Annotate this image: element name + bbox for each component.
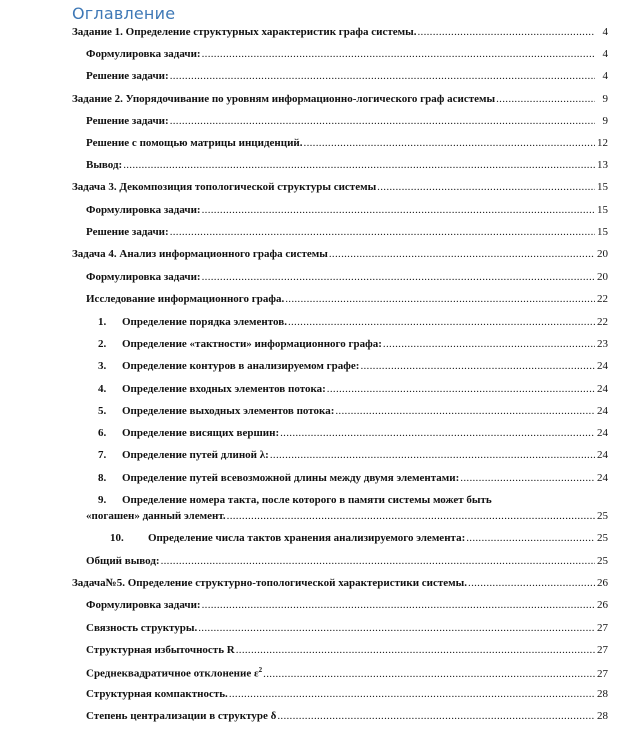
toc-entry-text: Формулировка задачи: <box>86 204 201 216</box>
toc-leader <box>304 137 595 149</box>
toc-page-number: 24 <box>597 427 608 439</box>
toc-item-title: Определение висящих вершин: <box>122 427 280 439</box>
toc-leader <box>285 293 595 305</box>
toc-leader <box>329 248 595 260</box>
toc-item-title-cont: «погашен» данный элемент. <box>86 510 226 522</box>
toc-leader <box>335 405 595 417</box>
toc-item-title: Определение путей всевозможной длины между двумя элементами: <box>122 472 460 484</box>
toc-page-number: 25 <box>597 555 608 567</box>
toc-leader <box>170 70 595 82</box>
toc-entry-item-3[interactable] <box>98 360 608 378</box>
toc-entry-text: Задание 1. Определение структурных характеристик графа системы. <box>72 26 417 38</box>
toc-leader <box>161 555 595 567</box>
toc-leader <box>202 204 595 216</box>
toc-entry-text <box>98 472 459 484</box>
toc-item-title: Определение «тактности» информационного графа: <box>122 338 382 350</box>
toc-page-number: 15 <box>597 226 608 238</box>
toc-entry-item-1[interactable] <box>98 316 608 334</box>
toc-page-number: 20 <box>597 248 608 260</box>
toc-entry-item-6[interactable] <box>98 427 608 445</box>
toc-entry-task3-formulation[interactable] <box>86 204 608 222</box>
toc-page-number: 27 <box>597 644 608 656</box>
toc-entry-task2-conclusion[interactable] <box>86 159 608 177</box>
toc-leader <box>288 316 595 328</box>
toc-entry-text: Структурная избыточность R <box>86 644 235 656</box>
toc-leader <box>327 383 595 395</box>
toc-entry-text: Решение задачи: <box>86 115 169 127</box>
toc-entry-task2-incidence[interactable] <box>86 137 608 155</box>
toc-leader <box>263 668 595 680</box>
toc-item-number: 2. <box>98 338 107 350</box>
toc-item-title: Среднеквадратичное отклонение ε <box>86 667 259 680</box>
toc-page-number: 13 <box>597 159 608 171</box>
toc-page-number: 24 <box>597 360 608 372</box>
toc-item-number: 3. <box>98 360 107 372</box>
toc-entry-text: Исследование информационного графа. <box>86 293 285 305</box>
toc-item-title: Определение порядка элементов. <box>122 316 287 328</box>
toc-page-number: 4 <box>602 48 608 60</box>
toc-entry-item-8[interactable] <box>98 472 608 490</box>
toc-entry-text <box>98 494 608 506</box>
toc-page-number: 26 <box>597 577 608 589</box>
toc-entry-task4-formulation[interactable] <box>86 271 608 289</box>
toc-entry-text: Формулировка задачи: <box>86 48 201 60</box>
toc-entry-task3[interactable] <box>72 181 608 199</box>
toc-leader <box>170 115 595 127</box>
toc-page-number: 24 <box>597 383 608 395</box>
toc-item-title: Определение входных элементов потока: <box>122 383 326 395</box>
toc-entry-task1[interactable] <box>72 26 608 44</box>
toc-entry-item-2[interactable] <box>98 338 608 356</box>
toc-leader <box>468 577 595 589</box>
toc-item-number: 9. <box>98 494 107 506</box>
toc-item-number: 8. <box>98 472 107 484</box>
toc-item-title: Определение контуров в анализируемом графе: <box>122 360 360 372</box>
toc-entry-text: Степень централизации в структуре δ <box>86 710 277 722</box>
toc-entry-continuation <box>86 510 608 522</box>
toc-entry-text: Задание 2. Упорядочивание по уровням информационно-логического граф асистемы <box>72 93 496 105</box>
toc-leader <box>236 644 595 656</box>
toc-entry-text <box>98 360 359 372</box>
toc-page-number: 28 <box>597 710 608 722</box>
toc-entry-task5-connectivity[interactable] <box>86 622 608 640</box>
toc-item-title: Определение выходных элементов потока: <box>122 405 335 417</box>
toc-leader <box>360 360 595 372</box>
toc-entry-text <box>98 316 287 328</box>
toc-superscript: 2 <box>258 666 263 674</box>
toc-item-number: 5. <box>98 405 107 417</box>
toc-entry-task4-research[interactable] <box>86 293 608 311</box>
toc-entry-item-5[interactable] <box>98 405 608 423</box>
toc-page-number: 9 <box>602 115 608 127</box>
toc-page-number: 23 <box>597 338 608 350</box>
toc-entry-item-4[interactable] <box>98 383 608 401</box>
toc-item-title: Определение номера такта, после которого в памяти системы может быть <box>122 494 492 506</box>
toc-entry-task2-solution[interactable] <box>86 115 608 133</box>
toc-entry-item-9[interactable] <box>86 494 608 522</box>
toc-page-number: 28 <box>597 688 608 700</box>
toc-leader <box>170 226 595 238</box>
toc-page-number: 20 <box>597 271 608 283</box>
toc-entry-text: Задача 3. Декомпозиция топологической структуры системы <box>72 181 377 193</box>
toc-entry-text <box>98 427 279 439</box>
toc-entry-text <box>98 405 334 417</box>
toc-entry-text: Задача№5. Определение структурно-топологической характеристики системы. <box>72 577 468 589</box>
toc-entry-task1-formulation[interactable] <box>86 48 608 66</box>
toc-leader <box>383 338 595 350</box>
toc-page-number: 15 <box>597 181 608 193</box>
toc-entry-text <box>110 532 465 544</box>
toc-entry-task4-conclusion[interactable] <box>86 555 608 573</box>
toc-leader <box>202 48 595 60</box>
toc-entry-task4[interactable] <box>72 248 608 266</box>
toc-entry-text: Решение задачи: <box>86 70 169 82</box>
toc-entry-task5-formulation[interactable] <box>86 599 608 617</box>
toc-page-number: 12 <box>597 137 608 149</box>
toc-leader <box>466 532 595 544</box>
toc-entry-text <box>98 338 382 350</box>
toc-page-number: 24 <box>597 472 608 484</box>
toc-item-number: 7. <box>98 449 107 461</box>
toc-leader <box>277 710 595 722</box>
toc-entry-text <box>98 383 326 395</box>
toc-entry-text: Связность структуры. <box>86 622 198 634</box>
toc-leader <box>227 510 596 522</box>
toc-page-number: 4 <box>602 26 608 38</box>
toc-entry-item-10[interactable] <box>110 532 608 550</box>
toc-leader <box>377 181 595 193</box>
toc-leader <box>123 159 595 171</box>
toc-page-number: 27 <box>597 667 608 680</box>
toc-entry-task5-centralization[interactable] <box>86 710 608 728</box>
toc-page-number: 22 <box>597 316 608 328</box>
toc-entry-task5-redundancy[interactable] <box>86 644 608 662</box>
toc-entry-text <box>86 666 262 680</box>
toc-item-title: Определение числа тактов хранения анализируемого элемента: <box>148 532 466 544</box>
toc-leader <box>198 622 595 634</box>
toc-item-number: 6. <box>98 427 107 439</box>
toc-item-number: 4. <box>98 383 107 395</box>
toc-item-title: Определение путей длиной λ: <box>122 449 269 461</box>
toc-leader <box>270 449 595 461</box>
toc-page-number: 4 <box>602 70 608 82</box>
toc-entry-task5-compactness[interactable] <box>86 688 608 706</box>
toc-page-number: 25 <box>597 532 608 544</box>
toc-entry-text <box>98 449 269 461</box>
toc-leader <box>417 26 595 38</box>
toc-entry-text: Задача 4. Анализ информационного графа системы <box>72 248 328 260</box>
toc-page-number: 22 <box>597 293 608 305</box>
toc-page-number: 25 <box>597 510 608 522</box>
toc-entry-text: Формулировка задачи: <box>86 599 201 611</box>
toc-entry-text: Структурная компактность. <box>86 688 228 700</box>
toc-entry-text: Решение задачи: <box>86 226 169 238</box>
toc-page-number: 24 <box>597 449 608 461</box>
toc-page-number: 24 <box>597 405 608 417</box>
toc-leader <box>496 93 595 105</box>
toc-leader <box>280 427 595 439</box>
toc-leader <box>460 472 595 484</box>
toc-entry-task3-solution[interactable] <box>86 226 608 244</box>
toc-item-number: 10. <box>110 532 124 544</box>
toc-entry-text: Формулировка задачи: <box>86 271 201 283</box>
toc-item-number: 1. <box>98 316 107 328</box>
toc-heading: Оглавление <box>72 4 176 23</box>
toc-entry-text: Решение с помощью матрицы инциденций. <box>86 137 303 149</box>
toc-page-number: 15 <box>597 204 608 216</box>
toc-entry-task2[interactable] <box>72 93 608 111</box>
toc-entry-item-7[interactable] <box>98 449 608 467</box>
toc-page-number: 27 <box>597 622 608 634</box>
toc-leader <box>202 599 595 611</box>
toc-entry-task1-solution[interactable] <box>86 70 608 88</box>
toc-page-number: 9 <box>602 93 608 105</box>
toc-page-number: 26 <box>597 599 608 611</box>
toc-entry-text: Общий вывод: <box>86 555 160 567</box>
toc-leader <box>229 688 595 700</box>
toc-entry-task5[interactable] <box>72 577 608 595</box>
toc-leader <box>202 271 595 283</box>
toc-entry-text: Вывод: <box>86 159 123 171</box>
toc-entry-task5-deviation[interactable] <box>86 666 608 684</box>
